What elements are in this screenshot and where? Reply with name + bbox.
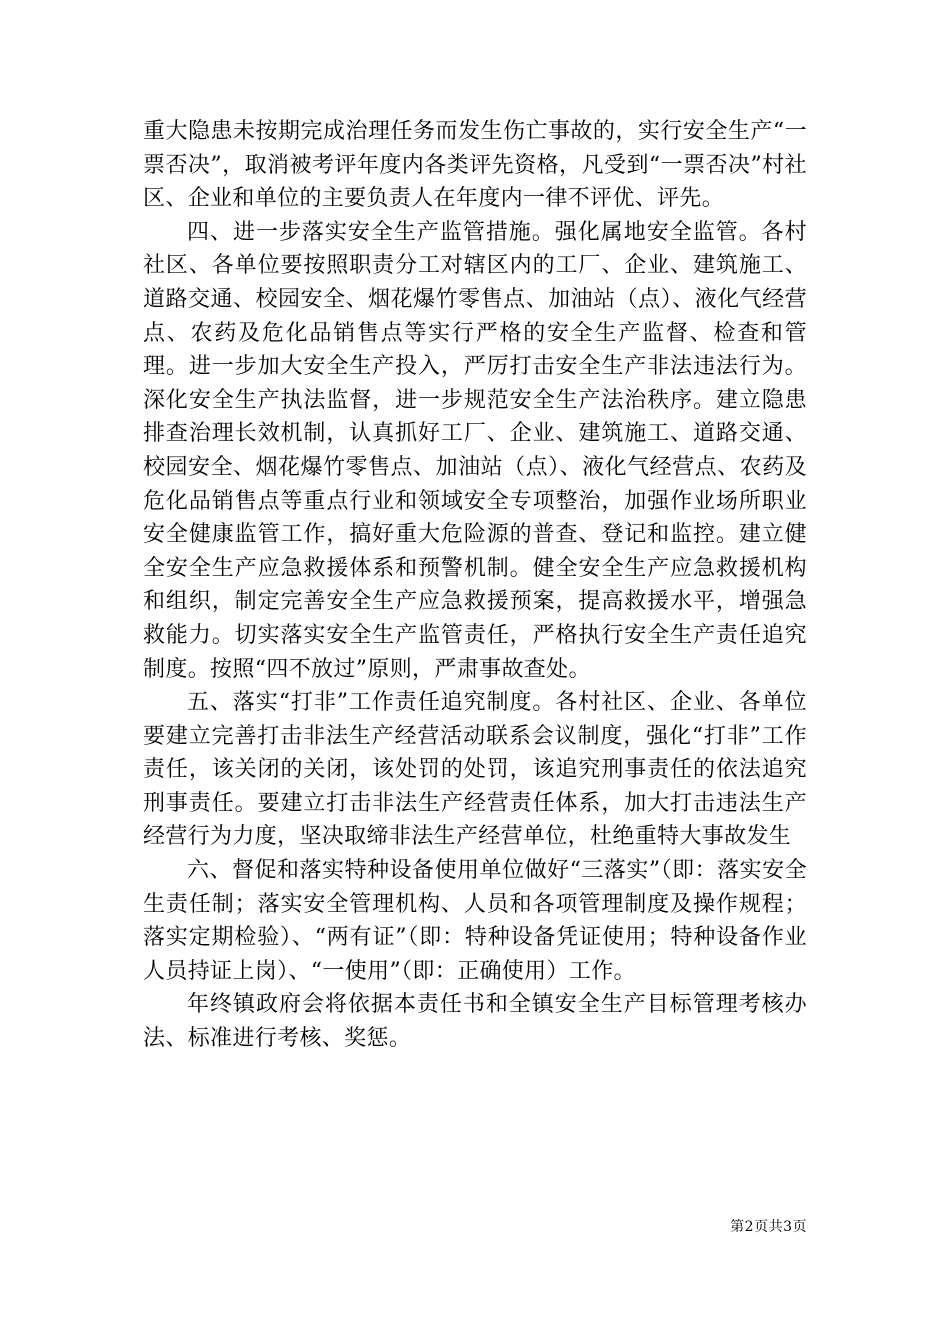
paragraph-continuation: 重大隐患未按期完成治理任务而发生伤亡事故的，实行安全生产“一票否决”，取消被考评年度内各类评先资格，凡受到“一票否决”村社区、企业和单位的主要负责人在年度内一律不评优、评先。 (143, 119, 807, 212)
paragraph-section-six: 六、督促和落实特种设备使用单位做好“三落实”（即：落实安全生责任制；落实安全管理机构、人员和各项管理制度及操作规程；落实定期检验）、“两有证”（即：特种设备凭证使用；特种设备作业人员持证上岗）、“一使用”（即：正确使用）工作。 (143, 858, 807, 984)
document-body (143, 115, 807, 1056)
page-number: 第2页共3页 (730, 1219, 807, 1235)
paragraph-section-four: 四、进一步落实安全生产监管措施。强化属地安全监管。各村社区、各单位要按照职责分工对辖区内的工厂、企业、建筑施工、道路交通、校园安全、烟花爆竹零售点、加油站（点）、液化气经营点、农药及危化品销售点等实行严格的安全生产监督、检查和管理。进一步加大安全生产投入，严厉打击安全生产非法违法行为。深化安全生产执法监督，进一步规范安全生产法治秩序。建立隐患排查治理长效机制，认真抓好工厂、企业、建筑施工、道路交通、校园安全、烟花爆竹零售点、加油站（点）、液化气经营点、农药及危化品销售点等重点行业和领域安全专项整治，加强作业场所职业安全健康监管工作，搞好重大危险源的普查、登记和监控。建立健全安全生产应急救援体系和预警机制。健全安全生产应急救援机构和组织，制定完善安全生产应急救援预案，提高救援水平，增强急救能力。切实落实安全生产监管责任，严格执行安全生产责任追究制度。按照“四不放过”原则，严肃事故查处。 (143, 219, 807, 682)
paragraph-closing: 年终镇政府会将依据本责任书和全镇安全生产目标管理考核办法、标准进行考核、奖惩。 (143, 992, 807, 1052)
paragraph-section-five: 五、落实“打非”工作责任追究制度。各村社区、企业、各单位要建立完善打击非法生产经营活动联系会议制度，强化“打非”工作责任，该关闭的关闭，该处罚的处罚，该追究刑事责任的依法追究刑事责任。要建立打击非法生产经营责任体系，加大打击违法生产经营行为力度，坚决取缔非法生产经营单位，杜绝重特大事故发生 (143, 690, 807, 850)
